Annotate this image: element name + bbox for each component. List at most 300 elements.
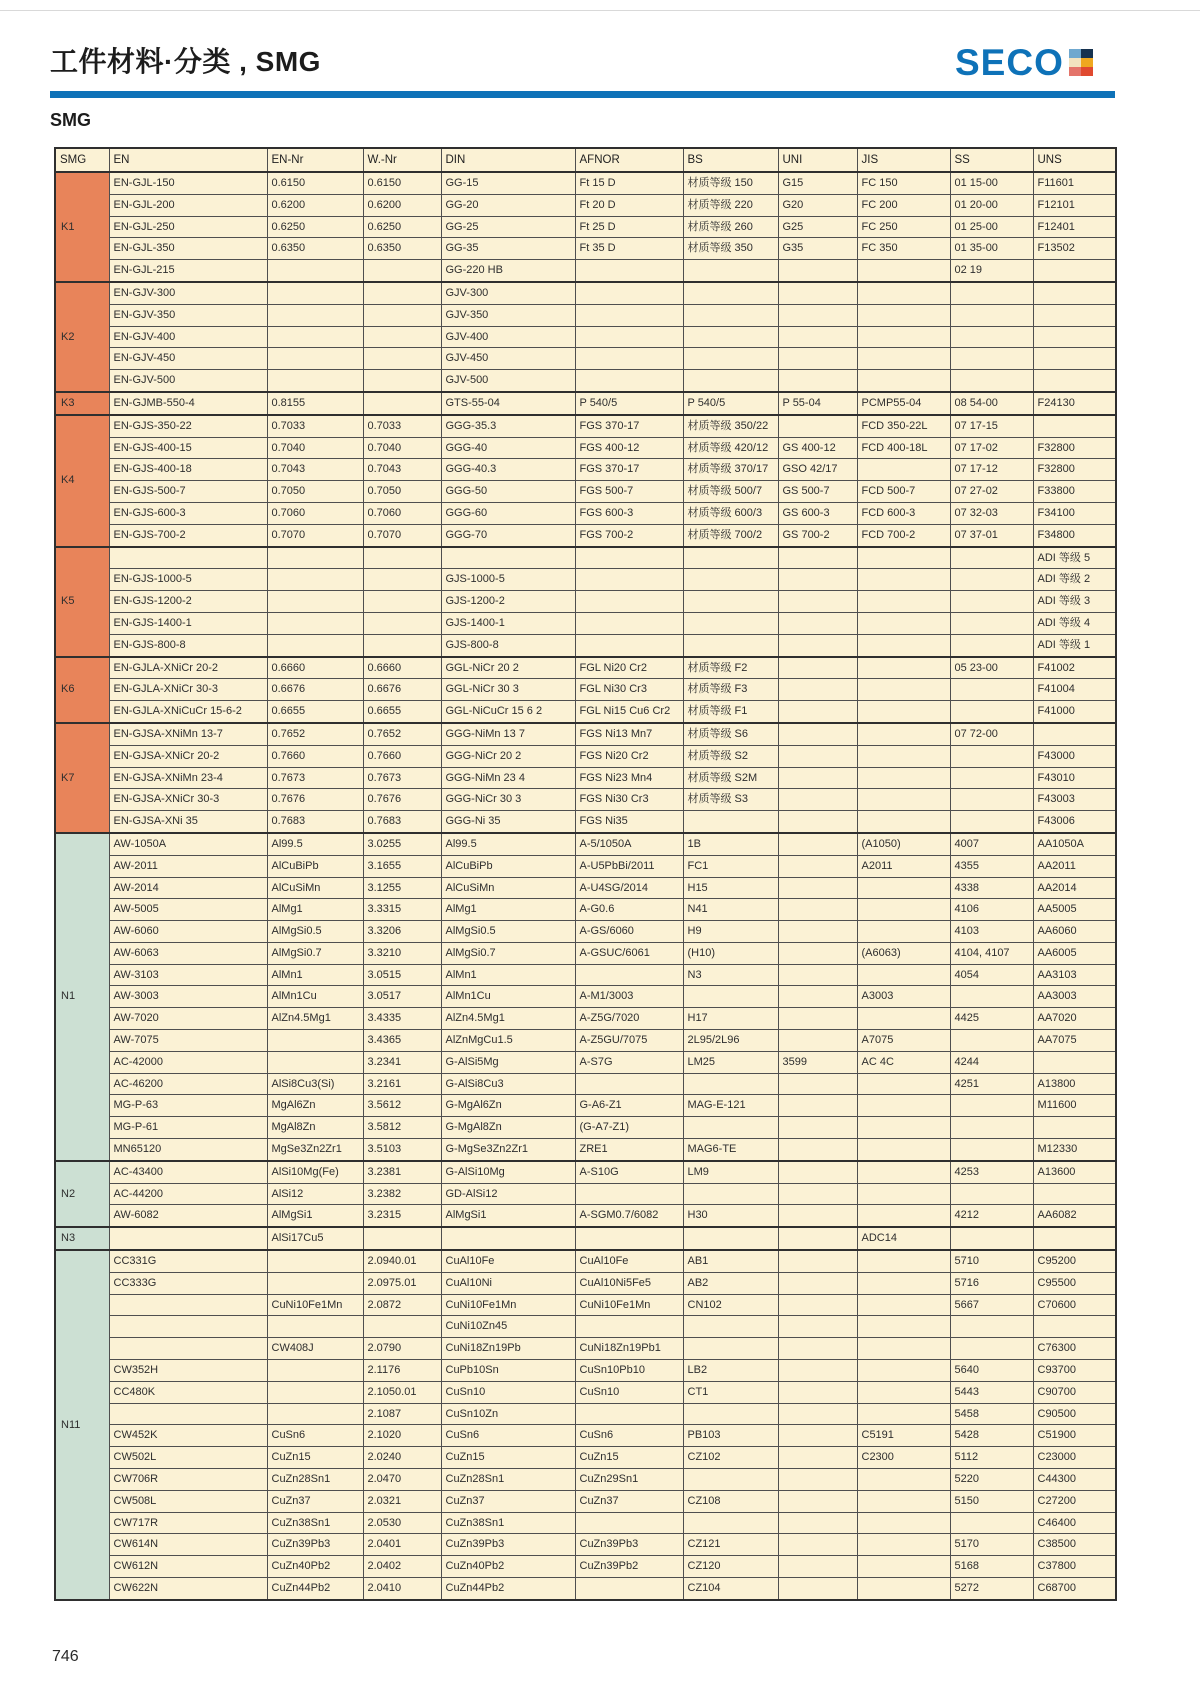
cell-AFNOR <box>575 612 683 634</box>
cell-BS <box>683 1073 778 1095</box>
cell-BS: 材质等级 F2 <box>683 657 778 679</box>
cell-UNS: F34100 <box>1033 502 1116 524</box>
cell-JIS <box>857 1578 950 1600</box>
cell-DIN: GGL-NiCuCr 15 6 2 <box>441 701 575 723</box>
cell-DIN: GG-220 HB <box>441 260 575 282</box>
cell-EN: AC-42000 <box>109 1051 267 1073</box>
cell-UNI <box>778 1534 857 1556</box>
cell-EN: CW706R <box>109 1469 267 1491</box>
cell-EN: EN-GJL-150 <box>109 172 267 194</box>
cell-SS <box>950 1117 1033 1139</box>
cell-UNI <box>778 921 857 943</box>
cell-SS <box>950 282 1033 304</box>
cell-EN-Nr: AlZn4.5Mg1 <box>267 1008 363 1030</box>
cell-UNS <box>1033 723 1116 745</box>
cell-UNI <box>778 942 857 964</box>
cell-UNS: AA7075 <box>1033 1030 1116 1052</box>
cell-W.-Nr <box>363 547 441 569</box>
cell-EN-Nr: 0.8155 <box>267 392 363 415</box>
cell-JIS: C5191 <box>857 1425 950 1447</box>
cell-AFNOR: CuNi10Fe1Mn <box>575 1294 683 1316</box>
cell-UNS: C46400 <box>1033 1512 1116 1534</box>
cell-UNS: C68700 <box>1033 1578 1116 1600</box>
cell-UNI <box>778 1139 857 1161</box>
cell-EN-Nr: 0.7043 <box>267 459 363 481</box>
cell-W.-Nr: 0.7676 <box>363 789 441 811</box>
cell-EN-Nr <box>267 591 363 613</box>
cell-W.-Nr: 3.3315 <box>363 899 441 921</box>
table-row <box>55 1205 1116 1227</box>
cell-UNS: AA2011 <box>1033 855 1116 877</box>
cell-SS <box>950 591 1033 613</box>
cell-BS: AB2 <box>683 1272 778 1294</box>
cell-W.-Nr: 3.3210 <box>363 942 441 964</box>
cell-BS: 材质等级 S2M <box>683 767 778 789</box>
cell-UNS: F41002 <box>1033 657 1116 679</box>
cell-UNI <box>778 1008 857 1030</box>
smg-group-cell-N1: N1 <box>55 833 109 1161</box>
cell-BS <box>683 1117 778 1139</box>
cell-UNS <box>1033 1183 1116 1205</box>
cell-W.-Nr: 2.0402 <box>363 1556 441 1578</box>
cell-UNI <box>778 304 857 326</box>
cell-UNS: F43006 <box>1033 811 1116 833</box>
cell-W.-Nr: 0.6150 <box>363 172 441 194</box>
cell-JIS <box>857 1008 950 1030</box>
cell-AFNOR: CuZn15 <box>575 1447 683 1469</box>
table-row <box>55 437 1116 459</box>
cell-UNI <box>778 899 857 921</box>
cell-UNI <box>778 415 857 437</box>
cell-DIN: CuZn38Sn1 <box>441 1512 575 1534</box>
cell-JIS <box>857 745 950 767</box>
table-body <box>55 172 1116 1600</box>
cell-EN: EN-GJV-450 <box>109 348 267 370</box>
cell-EN-Nr: Al99.5 <box>267 833 363 855</box>
table-row <box>55 701 1116 723</box>
cell-JIS <box>857 1073 950 1095</box>
cell-UNI: GS 700-2 <box>778 524 857 546</box>
cell-BS: H30 <box>683 1205 778 1227</box>
cell-UNI <box>778 964 857 986</box>
table-row <box>55 767 1116 789</box>
cell-EN-Nr: 0.7673 <box>267 767 363 789</box>
cell-EN-Nr: AlSi17Cu5 <box>267 1227 363 1250</box>
cell-UNI: G15 <box>778 172 857 194</box>
cell-DIN: GJV-450 <box>441 348 575 370</box>
cell-JIS <box>857 1512 950 1534</box>
cell-DIN: GJV-400 <box>441 326 575 348</box>
table-row <box>55 502 1116 524</box>
cell-JIS: ADC14 <box>857 1227 950 1250</box>
cell-DIN: AlZn4.5Mg1 <box>441 1008 575 1030</box>
table-row <box>55 172 1116 194</box>
cell-AFNOR: FGL Ni15 Cu6 Cr2 <box>575 701 683 723</box>
cell-SS <box>950 569 1033 591</box>
cell-UNS: C23000 <box>1033 1447 1116 1469</box>
cell-SS: 4054 <box>950 964 1033 986</box>
cell-AFNOR <box>575 1512 683 1534</box>
table-row <box>55 1183 1116 1205</box>
cell-UNS <box>1033 1051 1116 1073</box>
cell-W.-Nr: 3.2161 <box>363 1073 441 1095</box>
cell-SS: 5272 <box>950 1578 1033 1600</box>
cell-DIN: CuZn40Pb2 <box>441 1556 575 1578</box>
cell-AFNOR: A-M1/3003 <box>575 986 683 1008</box>
cell-JIS: (A1050) <box>857 833 950 855</box>
cell-BS: 2L95/2L96 <box>683 1030 778 1052</box>
logo-mosaic-tile <box>1069 67 1081 76</box>
table-row <box>55 942 1116 964</box>
cell-EN-Nr: CuZn39Pb3 <box>267 1534 363 1556</box>
cell-BS: 材质等级 220 <box>683 194 778 216</box>
cell-W.-Nr: 3.5103 <box>363 1139 441 1161</box>
cell-W.-Nr: 2.0872 <box>363 1294 441 1316</box>
column-header-SMG: SMG <box>55 148 109 172</box>
cell-JIS <box>857 1534 950 1556</box>
table-row <box>55 1360 1116 1382</box>
cell-JIS <box>857 459 950 481</box>
header-row <box>55 148 1116 172</box>
cell-W.-Nr: 0.7652 <box>363 723 441 745</box>
cell-UNI: GS 600-3 <box>778 502 857 524</box>
cell-DIN: GG-15 <box>441 172 575 194</box>
cell-SS: 5458 <box>950 1403 1033 1425</box>
cell-BS <box>683 260 778 282</box>
cell-UNS: AA3103 <box>1033 964 1116 986</box>
cell-UNI <box>778 1316 857 1338</box>
cell-EN: EN-GJL-350 <box>109 238 267 260</box>
cell-UNS: AA5005 <box>1033 899 1116 921</box>
cell-SS: 4212 <box>950 1205 1033 1227</box>
cell-UNS <box>1033 326 1116 348</box>
cell-EN-Nr: CuNi10Fe1Mn <box>267 1294 363 1316</box>
cell-DIN: AlMn1 <box>441 964 575 986</box>
cell-W.-Nr <box>363 326 441 348</box>
header-divider-rule <box>50 91 1115 98</box>
cell-UNI <box>778 986 857 1008</box>
cell-UNI: 3599 <box>778 1051 857 1073</box>
cell-DIN: CuZn15 <box>441 1447 575 1469</box>
cell-SS: 4251 <box>950 1073 1033 1095</box>
cell-UNI <box>778 1227 857 1250</box>
cell-DIN: GGG-50 <box>441 481 575 503</box>
cell-SS: 4244 <box>950 1051 1033 1073</box>
smg-group-cell-N3: N3 <box>55 1227 109 1250</box>
cell-DIN: CuAl10Fe <box>441 1250 575 1272</box>
cell-AFNOR: FGS Ni13 Mn7 <box>575 723 683 745</box>
cell-W.-Nr: 3.2381 <box>363 1161 441 1183</box>
cell-EN: EN-GJS-500-7 <box>109 481 267 503</box>
cell-DIN: CuSn6 <box>441 1425 575 1447</box>
cell-AFNOR: FGS 370-17 <box>575 415 683 437</box>
cell-BS: 材质等级 S2 <box>683 745 778 767</box>
cell-EN-Nr <box>267 612 363 634</box>
cell-JIS <box>857 1272 950 1294</box>
cell-BS: 材质等级 600/3 <box>683 502 778 524</box>
cell-JIS <box>857 811 950 833</box>
cell-JIS <box>857 1139 950 1161</box>
table-row <box>55 547 1116 569</box>
table-row <box>55 1381 1116 1403</box>
cell-SS <box>950 370 1033 392</box>
cell-UNS: F34800 <box>1033 524 1116 546</box>
cell-EN: EN-GJSA-XNiCr 30-3 <box>109 789 267 811</box>
cell-SS <box>950 1030 1033 1052</box>
cell-EN-Nr <box>267 1051 363 1073</box>
cell-EN-Nr: CuSn6 <box>267 1425 363 1447</box>
cell-UNI <box>778 1381 857 1403</box>
cell-JIS <box>857 1161 950 1183</box>
cell-AFNOR: FGL Ni20 Cr2 <box>575 657 683 679</box>
cell-AFNOR: FGS 600-3 <box>575 502 683 524</box>
cell-EN: CW452K <box>109 1425 267 1447</box>
table-row <box>55 194 1116 216</box>
smg-group-cell-K3: K3 <box>55 392 109 415</box>
cell-BS: 材质等级 350 <box>683 238 778 260</box>
cell-EN: AW-6082 <box>109 1205 267 1227</box>
cell-W.-Nr: 3.1655 <box>363 855 441 877</box>
cell-W.-Nr: 2.0975.01 <box>363 1272 441 1294</box>
cell-UNS: F41004 <box>1033 679 1116 701</box>
cell-SS <box>950 1139 1033 1161</box>
cell-JIS: FC 200 <box>857 194 950 216</box>
cell-AFNOR: A-5/1050A <box>575 833 683 855</box>
cell-AFNOR: CuAl10Fe <box>575 1250 683 1272</box>
table-row <box>55 370 1116 392</box>
cell-W.-Nr: 2.0790 <box>363 1338 441 1360</box>
cell-SS <box>950 701 1033 723</box>
cell-EN <box>109 1338 267 1360</box>
cell-UNS: C70600 <box>1033 1294 1116 1316</box>
cell-EN-Nr: 0.6660 <box>267 657 363 679</box>
table-row <box>55 1316 1116 1338</box>
cell-EN-Nr <box>267 260 363 282</box>
cell-SS <box>950 811 1033 833</box>
cell-UNI <box>778 723 857 745</box>
cell-EN-Nr <box>267 1381 363 1403</box>
cell-W.-Nr <box>363 370 441 392</box>
cell-EN: AW-3003 <box>109 986 267 1008</box>
cell-DIN: GTS-55-04 <box>441 392 575 415</box>
cell-DIN: GJV-500 <box>441 370 575 392</box>
cell-AFNOR: FGS 500-7 <box>575 481 683 503</box>
cell-UNS: AA7020 <box>1033 1008 1116 1030</box>
cell-UNI <box>778 855 857 877</box>
table-row <box>55 1425 1116 1447</box>
cell-DIN: GGL-NiCr 30 3 <box>441 679 575 701</box>
smg-group-cell-K5: K5 <box>55 547 109 657</box>
table-row <box>55 921 1116 943</box>
cell-W.-Nr <box>363 392 441 415</box>
cell-SS: 5150 <box>950 1490 1033 1512</box>
cell-EN: AW-2014 <box>109 877 267 899</box>
cell-UNI <box>778 1205 857 1227</box>
smg-table-container <box>54 147 1117 1601</box>
cell-W.-Nr: 3.4365 <box>363 1030 441 1052</box>
table-row <box>55 1512 1116 1534</box>
logo-mosaic-tile <box>1069 49 1081 58</box>
cell-JIS <box>857 657 950 679</box>
cell-UNS: C44300 <box>1033 1469 1116 1491</box>
cell-BS: LM9 <box>683 1161 778 1183</box>
cell-EN-Nr: 0.6150 <box>267 172 363 194</box>
cell-BS: (H10) <box>683 942 778 964</box>
table-row <box>55 1073 1116 1095</box>
cell-W.-Nr: 3.0515 <box>363 964 441 986</box>
smg-group-cell-K2: K2 <box>55 282 109 392</box>
cell-EN-Nr: 0.7676 <box>267 789 363 811</box>
cell-AFNOR: P 540/5 <box>575 392 683 415</box>
cell-SS <box>950 1183 1033 1205</box>
cell-EN-Nr: 0.6350 <box>267 238 363 260</box>
cell-BS <box>683 304 778 326</box>
cell-UNI <box>778 679 857 701</box>
cell-W.-Nr: 0.7673 <box>363 767 441 789</box>
cell-W.-Nr: 3.0517 <box>363 986 441 1008</box>
cell-UNI: GS 500-7 <box>778 481 857 503</box>
cell-EN-Nr: AlMgSi1 <box>267 1205 363 1227</box>
cell-DIN: AlCuSiMn <box>441 877 575 899</box>
cell-UNI <box>778 877 857 899</box>
cell-JIS <box>857 1403 950 1425</box>
cell-DIN: CuSn10Zn <box>441 1403 575 1425</box>
cell-AFNOR: (G-A7-Z1) <box>575 1117 683 1139</box>
table-row <box>55 899 1116 921</box>
cell-UNS: C90500 <box>1033 1403 1116 1425</box>
cell-EN: EN-GJS-1400-1 <box>109 612 267 634</box>
cell-UNI <box>778 1556 857 1578</box>
cell-BS <box>683 1512 778 1534</box>
cell-AFNOR <box>575 634 683 656</box>
cell-JIS <box>857 260 950 282</box>
cell-UNI <box>778 767 857 789</box>
cell-EN-Nr <box>267 1316 363 1338</box>
cell-SS: 07 17-02 <box>950 437 1033 459</box>
cell-W.-Nr <box>363 1227 441 1250</box>
cell-UNI <box>778 1403 857 1425</box>
cell-DIN: AlCuBiPb <box>441 855 575 877</box>
smg-table <box>54 147 1117 1601</box>
cell-DIN: CuAl10Ni <box>441 1272 575 1294</box>
cell-UNI <box>778 745 857 767</box>
cell-W.-Nr <box>363 591 441 613</box>
cell-DIN: GGG-60 <box>441 502 575 524</box>
cell-AFNOR: CuZn29Sn1 <box>575 1469 683 1491</box>
cell-BS: 材质等级 F3 <box>683 679 778 701</box>
cell-UNS: F43010 <box>1033 767 1116 789</box>
logo-mosaic-tile <box>1069 58 1081 67</box>
cell-EN <box>109 1403 267 1425</box>
cell-SS <box>950 1316 1033 1338</box>
cell-W.-Nr: 2.0470 <box>363 1469 441 1491</box>
cell-UNS: M12330 <box>1033 1139 1116 1161</box>
cell-AFNOR: CuSn10Pb10 <box>575 1360 683 1382</box>
cell-W.-Nr: 3.2315 <box>363 1205 441 1227</box>
cell-JIS <box>857 1183 950 1205</box>
cell-AFNOR <box>575 326 683 348</box>
cell-DIN: G-MgAl8Zn <box>441 1117 575 1139</box>
cell-W.-Nr: 2.0321 <box>363 1490 441 1512</box>
cell-UNS: F43000 <box>1033 745 1116 767</box>
cell-EN <box>109 547 267 569</box>
cell-EN: EN-GJMB-550-4 <box>109 392 267 415</box>
cell-JIS: FC 250 <box>857 216 950 238</box>
cell-DIN: GJV-300 <box>441 282 575 304</box>
column-header-AFNOR: AFNOR <box>575 148 683 172</box>
table-row <box>55 348 1116 370</box>
cell-JIS <box>857 1095 950 1117</box>
cell-UNS: AA1050A <box>1033 833 1116 855</box>
cell-BS: N41 <box>683 899 778 921</box>
cell-EN: EN-GJS-400-18 <box>109 459 267 481</box>
cell-EN-Nr: 0.7660 <box>267 745 363 767</box>
cell-BS: 材质等级 150 <box>683 172 778 194</box>
cell-W.-Nr: 3.3206 <box>363 921 441 943</box>
table-row <box>55 1556 1116 1578</box>
cell-UNI <box>778 1095 857 1117</box>
cell-DIN: AlMgSi1 <box>441 1205 575 1227</box>
cell-DIN: CuPb10Sn <box>441 1360 575 1382</box>
cell-EN-Nr <box>267 1272 363 1294</box>
cell-AFNOR <box>575 304 683 326</box>
cell-JIS <box>857 964 950 986</box>
table-row <box>55 1161 1116 1183</box>
cell-AFNOR: A-S10G <box>575 1161 683 1183</box>
cell-DIN: GGL-NiCr 20 2 <box>441 657 575 679</box>
cell-EN: CW717R <box>109 1512 267 1534</box>
column-header-SS: SS <box>950 148 1033 172</box>
cell-W.-Nr: 2.0401 <box>363 1534 441 1556</box>
cell-UNS: F32800 <box>1033 459 1116 481</box>
cell-DIN: GJS-800-8 <box>441 634 575 656</box>
cell-EN: EN-GJS-800-8 <box>109 634 267 656</box>
cell-BS: 材质等级 S6 <box>683 723 778 745</box>
page-top-edge-line <box>0 10 1200 11</box>
cell-JIS <box>857 1294 950 1316</box>
cell-SS: 5710 <box>950 1250 1033 1272</box>
cell-DIN: G-MgAl6Zn <box>441 1095 575 1117</box>
cell-EN-Nr <box>267 547 363 569</box>
logo-mosaic-tile <box>1081 67 1093 76</box>
cell-BS <box>683 1469 778 1491</box>
cell-JIS <box>857 569 950 591</box>
cell-EN: CW352H <box>109 1360 267 1382</box>
cell-EN-Nr: CuZn15 <box>267 1447 363 1469</box>
cell-W.-Nr: 0.6250 <box>363 216 441 238</box>
cell-BS <box>683 612 778 634</box>
cell-DIN: GGG-NiMn 23 4 <box>441 767 575 789</box>
cell-AFNOR: CuZn39Pb2 <box>575 1556 683 1578</box>
cell-EN-Nr: CuZn40Pb2 <box>267 1556 363 1578</box>
cell-SS: 4338 <box>950 877 1033 899</box>
cell-AFNOR <box>575 591 683 613</box>
cell-W.-Nr <box>363 612 441 634</box>
table-row <box>55 1490 1116 1512</box>
cell-UNI <box>778 348 857 370</box>
cell-SS: 4104, 4107 <box>950 942 1033 964</box>
cell-EN: EN-GJLA-XNiCuCr 15-6-2 <box>109 701 267 723</box>
cell-SS: 01 35-00 <box>950 238 1033 260</box>
cell-UNI <box>778 1272 857 1294</box>
cell-DIN: CuNi18Zn19Pb <box>441 1338 575 1360</box>
cell-SS <box>950 1338 1033 1360</box>
cell-BS: CZ121 <box>683 1534 778 1556</box>
cell-EN-Nr: 0.6200 <box>267 194 363 216</box>
cell-AFNOR: A-Z5GU/7075 <box>575 1030 683 1052</box>
cell-UNI <box>778 1030 857 1052</box>
cell-UNI <box>778 1294 857 1316</box>
